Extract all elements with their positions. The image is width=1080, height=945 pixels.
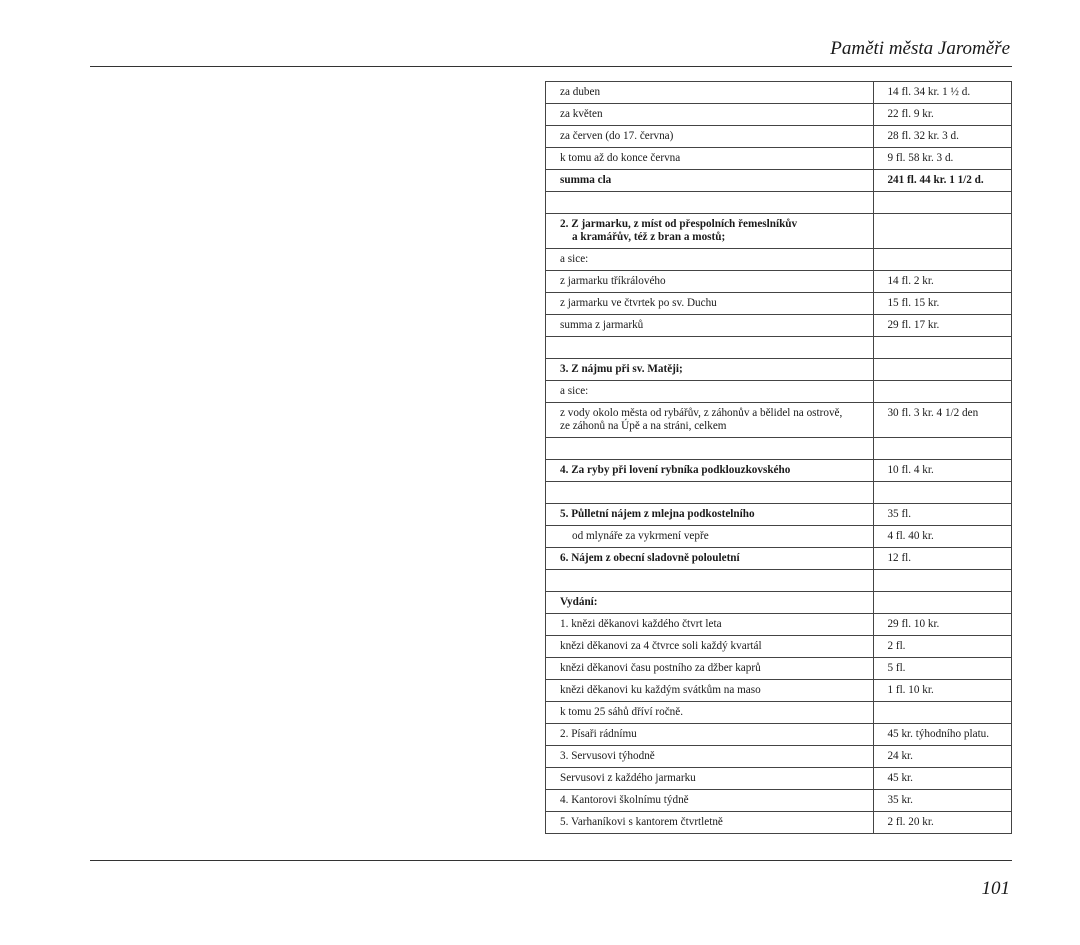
row-amount: [874, 592, 1012, 614]
table-row: [546, 293, 1012, 315]
row-description: z jarmarku tříkrálového: [546, 271, 874, 293]
table-row-section: [546, 359, 1012, 381]
footer-rule: [90, 860, 1012, 861]
table-row-empty: [546, 482, 1012, 504]
row-amount: 24 kr.: [874, 746, 1012, 768]
table-row: [546, 658, 1012, 680]
table-row-empty: [546, 438, 1012, 460]
row-description: k tomu 25 sáhů dříví ročně.: [546, 702, 874, 724]
row-description: knězi děkanovi za 4 čtvrce soli každý kvartál: [546, 636, 874, 658]
table-row-empty: [546, 337, 1012, 359]
row-description: Servusovi z každého jarmarku: [546, 768, 874, 790]
row-amount: 12 fl.: [874, 548, 1012, 570]
table-row-section: [546, 460, 1012, 482]
row-amount: 35 fl.: [874, 504, 1012, 526]
row-amount: [874, 359, 1012, 381]
table-row-total: [546, 170, 1012, 192]
table-row: [546, 614, 1012, 636]
row-amount: 22 fl. 9 kr.: [874, 104, 1012, 126]
row-amount: 15 fl. 15 kr.: [874, 293, 1012, 315]
row-amount: 35 kr.: [874, 790, 1012, 812]
table-row-section: [546, 214, 1012, 249]
row-amount: 2 fl.: [874, 636, 1012, 658]
row-description: summa z jarmarků: [546, 315, 874, 337]
row-description: 1. knězi děkanovi každého čtvrt leta: [546, 614, 874, 636]
table-row: [546, 680, 1012, 702]
table-row: [546, 126, 1012, 148]
page-number: 101: [981, 878, 1010, 899]
header-rule: [90, 66, 1012, 67]
row-amount: [874, 381, 1012, 403]
row-amount: [874, 192, 1012, 214]
table-row: [546, 768, 1012, 790]
row-amount: 45 kr. týhodního platu.: [874, 724, 1012, 746]
ledger-table: [545, 81, 1012, 834]
table-row: [546, 315, 1012, 337]
row-description: a sice:: [546, 249, 874, 271]
table-row: [546, 381, 1012, 403]
row-description: 4. Za ryby při lovení rybníka podklouzkovského: [546, 460, 874, 482]
row-amount: 1 fl. 10 kr.: [874, 680, 1012, 702]
row-description: [546, 570, 874, 592]
row-description: Vydání:: [546, 592, 874, 614]
row-description: [546, 438, 874, 460]
table-row: [546, 702, 1012, 724]
row-amount: 10 fl. 4 kr.: [874, 460, 1012, 482]
running-header-title: Paměti města Jaroměře: [830, 38, 1010, 59]
row-description-line1: z vody okolo města od rybářův, z záhonův a bělidel na ostrově,: [560, 407, 843, 419]
table-row: [546, 746, 1012, 768]
row-description: 6. Nájem z obecní sladovně polouletní: [546, 548, 874, 570]
row-description: 3. Servusovi týhodně: [546, 746, 874, 768]
row-amount: 29 fl. 17 kr.: [874, 315, 1012, 337]
table-row: [546, 82, 1012, 104]
row-description: za duben: [546, 82, 874, 104]
row-description: knězi děkanovi ku každým svátkům na maso: [546, 680, 874, 702]
row-amount: 14 fl. 34 kr. 1 ½ d.: [874, 82, 1012, 104]
row-amount: [874, 702, 1012, 724]
row-amount: 5 fl.: [874, 658, 1012, 680]
row-description: 3. Z nájmu při sv. Matěji;: [546, 359, 874, 381]
row-description-line1: 2. Z jarmarku, z míst od přespolních řemeslníkův: [560, 218, 798, 230]
table-row: [546, 636, 1012, 658]
row-description: za květen: [546, 104, 874, 126]
row-amount: [874, 337, 1012, 359]
table-row-section: [546, 548, 1012, 570]
row-amount: [874, 482, 1012, 504]
row-description: k tomu až do konce června: [546, 148, 874, 170]
row-description: [546, 482, 874, 504]
row-description: [546, 214, 874, 249]
row-amount: 2 fl. 20 kr.: [874, 812, 1012, 834]
row-description: 2. Písaři rádnímu: [546, 724, 874, 746]
table-row: [546, 403, 1012, 438]
table-row-empty: [546, 192, 1012, 214]
row-description-line2: ze záhonů na Úpě a na stráni, celkem: [560, 420, 727, 432]
row-description: 5. Půlletní nájem z mlejna podkostelního: [546, 504, 874, 526]
row-amount: [874, 249, 1012, 271]
row-description: knězi děkanovi času postního za džber kaprů: [546, 658, 874, 680]
row-description: [546, 337, 874, 359]
row-amount: 30 fl. 3 kr. 4 1/2 den: [874, 403, 1012, 438]
table-row: [546, 271, 1012, 293]
row-description: od mlynáře za vykrmení vepře: [546, 526, 874, 548]
row-description: a sice:: [546, 381, 874, 403]
row-description: 4. Kantorovi školnímu týdně: [546, 790, 874, 812]
table-row-empty: [546, 570, 1012, 592]
row-amount: 14 fl. 2 kr.: [874, 271, 1012, 293]
table-row: [546, 812, 1012, 834]
row-amount: 4 fl. 40 kr.: [874, 526, 1012, 548]
row-description-line2: a kramářův, též z bran a mostů;: [572, 231, 726, 243]
row-description: z jarmarku ve čtvrtek po sv. Duchu: [546, 293, 874, 315]
row-description: [546, 192, 874, 214]
row-description: summa cla: [546, 170, 874, 192]
table-row: [546, 790, 1012, 812]
table-row: [546, 724, 1012, 746]
row-amount: [874, 570, 1012, 592]
row-description: 5. Varhaníkovi s kantorem čtvrtletně: [546, 812, 874, 834]
table-row: [546, 148, 1012, 170]
row-description: za červen (do 17. června): [546, 126, 874, 148]
table-row-section: [546, 592, 1012, 614]
table-row-section: [546, 504, 1012, 526]
table-row: [546, 104, 1012, 126]
row-description: [546, 403, 874, 438]
row-amount: 28 fl. 32 kr. 3 d.: [874, 126, 1012, 148]
row-amount: 29 fl. 10 kr.: [874, 614, 1012, 636]
row-amount: 241 fl. 44 kr. 1 1/2 d.: [874, 170, 1012, 192]
table-row: [546, 249, 1012, 271]
row-amount: 9 fl. 58 kr. 3 d.: [874, 148, 1012, 170]
row-amount: [874, 438, 1012, 460]
table-row: [546, 526, 1012, 548]
row-amount: 45 kr.: [874, 768, 1012, 790]
row-amount: [874, 214, 1012, 249]
